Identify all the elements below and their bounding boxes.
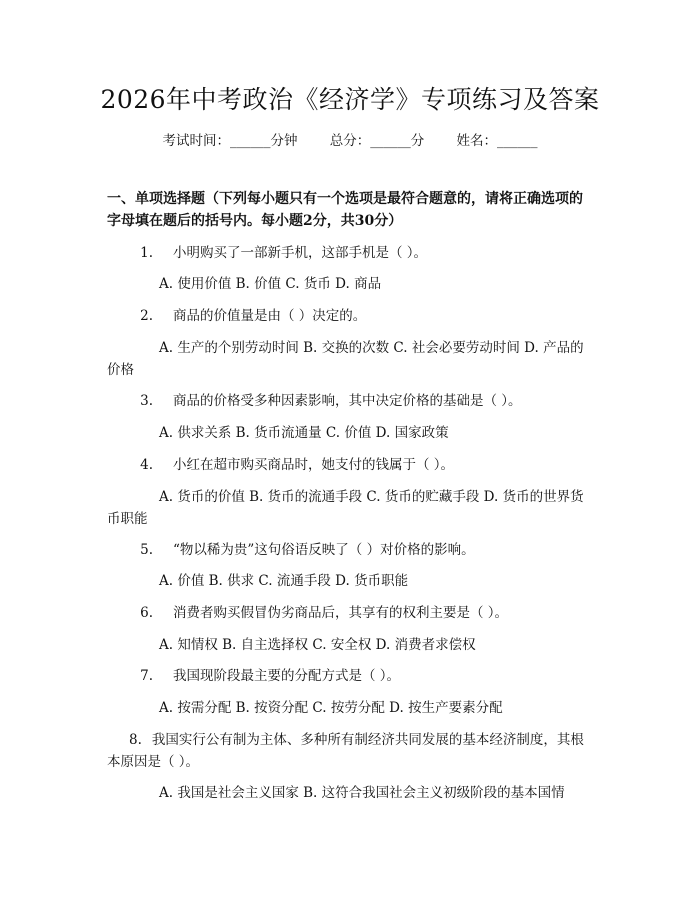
question-number: 8. <box>129 732 142 748</box>
question-7-options: A. 按需分配 B. 按资分配 C. 按劳分配 D. 按生产要素分配 <box>159 700 503 716</box>
question-2 <box>107 305 595 327</box>
question-1-options: A. 使用价值 B. 价值 C. 货币 D. 商品 <box>159 276 382 292</box>
question-number: 5. <box>140 542 153 558</box>
question-text: 我国现阶段最主要的分配方式是（ ）。 <box>173 668 401 684</box>
question-text: 消费者购买假冒伪劣商品后，其享有的权利主要是（ ）。 <box>173 605 509 621</box>
question-3 <box>107 390 595 412</box>
question-text: “物以稀为贵”这句俗语反映了（ ）对价格的影响。 <box>173 542 475 558</box>
question-text: 小明购买了一部新手机，这部手机是（ ）。 <box>173 245 428 261</box>
question-4-options: A. 货币的价值 B. 货币的流通手段 C. 货币的贮藏手段 D. 货币的世界货币职能 <box>107 489 584 527</box>
page-title: 2026年中考政治《经济学》专项练习及答案 <box>100 85 600 114</box>
question-number: 1. <box>140 245 153 261</box>
question-text: 商品的价格受多种因素影响，其中决定价格的基础是（ ）。 <box>173 393 522 409</box>
question-number: 7. <box>140 668 153 684</box>
question-3-options: A. 供求关系 B. 货币流通量 C. 价值 D. 国家政策 <box>159 425 449 441</box>
question-7 <box>107 665 595 687</box>
question-text: 我国实行公有制为主体、多种所有制经济共同发展的基本经济制度，其根本原因是（ ）。 <box>107 732 584 770</box>
exam-name: 姓名：______ <box>456 133 538 149</box>
question-1 <box>107 242 595 264</box>
question-4 <box>107 454 595 476</box>
exam-meta <box>0 131 700 151</box>
question-6 <box>107 602 595 624</box>
question-number: 6. <box>140 605 153 621</box>
question-number: 3. <box>140 393 153 409</box>
question-8-options: A. 我国是社会主义国家 B. 这符合我国社会主义初级阶段的基本国情 <box>159 785 565 801</box>
question-5-options: A. 价值 B. 供求 C. 流通手段 D. 货币职能 <box>159 573 409 589</box>
question-number: 4. <box>140 457 153 473</box>
question-2-options: A. 生产的个别劳动时间 B. 交换的次数 C. 社会必要劳动时间 D. 产品的价格 <box>107 340 584 378</box>
exam-time: 考试时间：______分钟 <box>162 133 298 149</box>
section-heading: 一、单项选择题（下列每小题只有一个选项是最符合题意的，请将正确选项的字母填在题后的括号内。每小题2分，共30分） <box>107 191 583 229</box>
question-8 <box>107 729 595 773</box>
exam-score: 总分：______分 <box>329 133 425 149</box>
question-text: 小红在超市购买商品时，她支付的钱属于（ ）。 <box>173 457 455 473</box>
question-text: 商品的价值量是由（ ）决定的。 <box>173 308 367 324</box>
question-5 <box>107 539 595 561</box>
question-number: 2. <box>140 308 153 324</box>
question-6-options: A. 知情权 B. 自主选择权 C. 安全权 D. 消费者求偿权 <box>159 637 476 653</box>
